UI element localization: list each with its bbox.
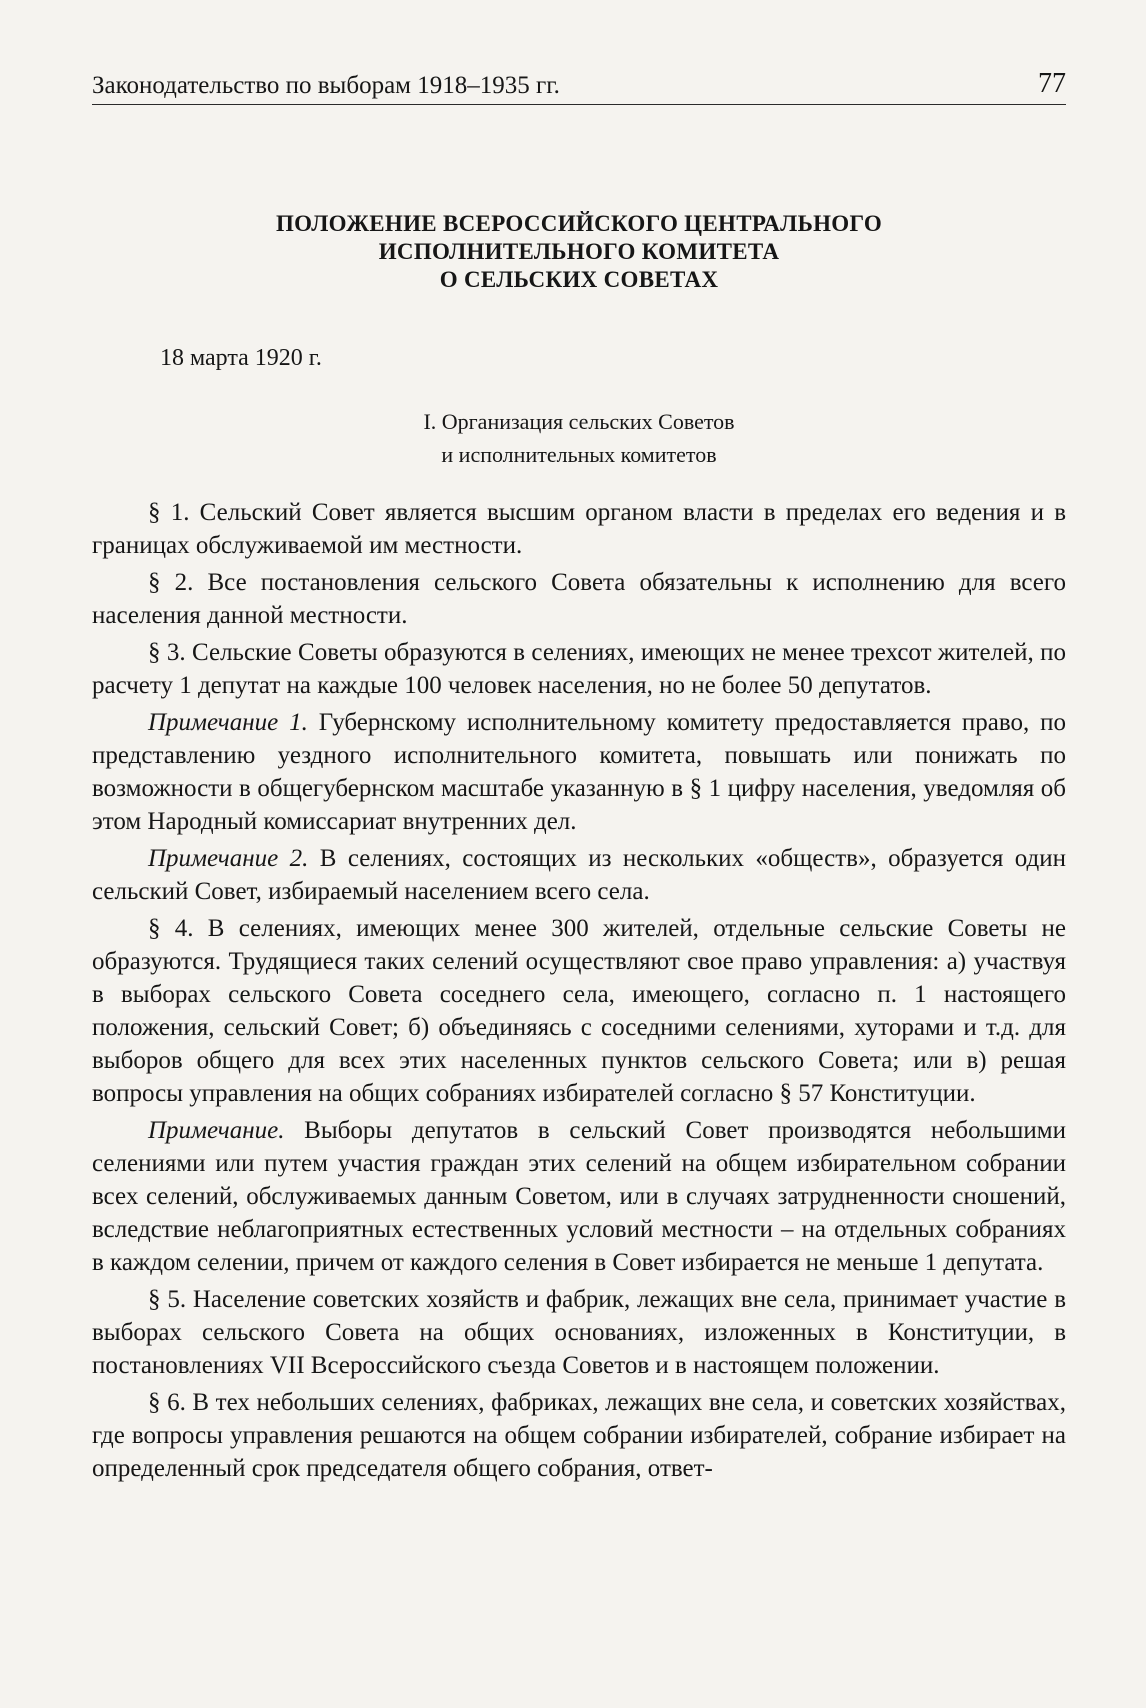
running-header [92,62,1066,105]
document-body [92,496,1066,1489]
note-2-text: В селениях, состоящих из нескольких «обществ», образуется один сельский Совет, избираемый населением всего села. [92,845,1067,905]
paragraph-4: § 4. В селениях, имеющих менее 300 жителей, отдельные сельские Советы не образуются. Трудящиеся таких селений осуществляют свое право управления: а) участвуя в выборах сельского Совета соседнего села, имеющего, согласно п. 1 настоящего положения, сельский Совет; б) объединяясь с соседними селениями, хуторами и т.д. для выборов общего для всех этих населенных пунктов сельского Совета; или в) решая вопросы управления на общих собраниях избирателей согласно § 57 Конституции. [92,915,1066,1107]
paragraph-2: § 2. Все постановления сельского Совета обязательны к исполнению для всего населения данной местности. [92,569,1066,629]
title-line-3: О СЕЛЬСКИХ СОВЕТАХ [439,267,719,292]
section-heading-line-2: и исполнительных комитетов [441,442,717,467]
document-title [92,210,1066,294]
note-1 [92,706,1066,838]
paragraph-3: § 3. Сельские Советы образуются в селениях, имеющих не менее трехсот жителей, по расчету 1 депутат на каждые 100 человек населения, но не более 50 депутатов. [92,639,1066,699]
note-3 [92,1114,1066,1279]
note-2 [92,842,1066,908]
section-heading-line-1: I. Организация сельских Советов [423,409,735,434]
paragraph-5: § 5. Население советских хозяйств и фабрик, лежащих вне села, принимает участие в выборах сельского Совета на общих основаниях, изложенных в Конституции, в постановлениях VII Всероссийского съезда Советов и в настоящем положении. [92,1286,1066,1379]
title-line-1: ПОЛОЖЕНИЕ ВСЕРОССИЙСКОГО ЦЕНТРАЛЬНОГО [275,211,883,236]
section-heading [92,405,1066,471]
note-1-label: Примечание 1. [148,709,308,736]
note-3-text: Выборы депутатов в сельский Совет производятся небольшими селениями или путем участия граждан этих селений на общем избирательном собрании всех селений, обслуживаемых данным Советом, или в случаях затрудненности сношений, вследствие неблагоприятных естественных условий местности – на отдельных собраниях в каждом селении, причем от каждого селения в Совет избирается не меньше 1 депутата. [92,1117,1066,1276]
document-date: 18 марта 1920 г. [160,345,322,371]
running-title: Законодательство по выборам 1918–1935 гг. [92,72,560,99]
note-3-label: Примечание. [148,1117,285,1144]
title-line-2: ИСПОЛНИТЕЛЬНОГО КОМИТЕТА [378,239,780,264]
paragraph-6: § 6. В тех небольших селениях, фабриках, лежащих вне села, и советских хозяйствах, где вопросы управления решаются на общем собрании избирателей, собрание избирает на определенный срок председателя общего собрания, ответ- [92,1389,1066,1482]
page-number: 77 [1038,68,1066,99]
note-1-text: Губернскому исполнительному комитету предоставляется право, по представлению уездного исполнительного комитета, повышать или понижать по возможности в общегубернском масштабе указанную в § 1 цифру населения, уведомляя об этом Народный комиссариат внутренних дел. [92,709,1067,835]
note-2-label: Примечание 2. [148,845,309,872]
paragraph-1: § 1. Сельский Совет является высшим органом власти в пределах его ведения и в границах обслуживаемой им местности. [92,499,1066,559]
